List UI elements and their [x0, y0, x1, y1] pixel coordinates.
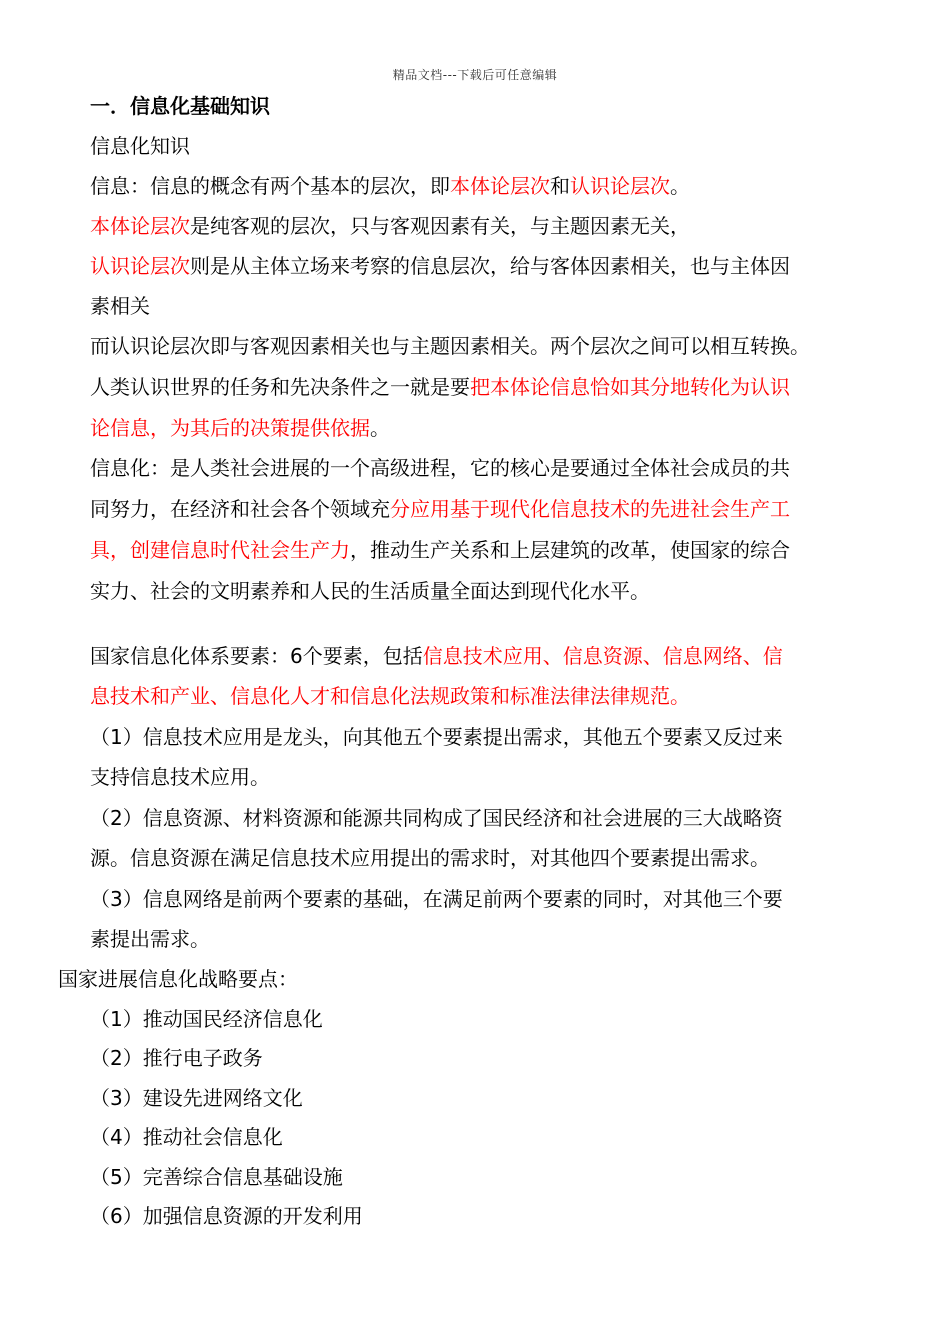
highlight-span: 认识论层次 [570, 174, 670, 198]
highlight-span: 分应用基于现代化信息技术的先进社会生产工 [390, 497, 790, 521]
elements-line-2: 息技术和产业、信息化人才和信息化法规政策和标准法律法律规范。 [90, 684, 690, 708]
strategy-item: （4）推动社会信息化 [90, 1125, 283, 1149]
info-line-1 [90, 173, 690, 199]
info-line-6 [90, 374, 790, 400]
info-line-3 [90, 253, 790, 279]
elements-point-3-line-1: （3）信息网络是前两个要素的基础，在满足前两个要素的同时，对其他三个要 [90, 887, 783, 911]
elements-point-2-line-2: 源。信息资源在满足信息技术应用提出的需求时，对其他四个要素提出需求。 [90, 846, 770, 870]
highlight-span: 信息技术应用、信息资源、信息网络、信 [422, 644, 783, 668]
info-line-4: 素相关 [90, 294, 150, 318]
page-header: 精品文档---下载后可任意编辑 [392, 68, 558, 82]
info-line-2 [90, 213, 690, 239]
text-span: 是纯客观的层次，只与客观因素有关，与主题因素无关， [190, 214, 690, 238]
elements-line-1 [90, 643, 783, 669]
text-span: 则是从主体立场来考察的信息层次，给与客体因素相关，也与主体因 [190, 254, 790, 278]
text-span: 人类认识世界的任务和先决条件之一就是要 [90, 375, 470, 399]
text-span: 和 [550, 174, 570, 198]
text-span: 。 [370, 416, 390, 440]
highlight-span: 论信息，为其后的决策提供依据 [90, 416, 370, 440]
informatization-line-1: 信息化：是人类社会进展的一个高级进程，它的核心是要通过全体社会成员的共 [90, 456, 790, 480]
highlight-span: 具，创建信息时代社会生产力 [90, 538, 350, 562]
highlight-span: 认识论层次 [90, 254, 190, 278]
strategy-item: （6）加强信息资源的开发利用 [90, 1204, 363, 1228]
text-span: 信息：信息的概念有两个基本的层次，即 [90, 174, 450, 198]
text-span: 。 [670, 174, 690, 198]
informatization-line-3 [90, 537, 790, 563]
text-span: 同努力，在经济和社会各个领域充 [90, 497, 390, 521]
strategy-item: （3）建设先进网络文化 [90, 1086, 303, 1110]
informatization-line-2 [90, 496, 790, 522]
info-line-7 [90, 415, 390, 441]
strategy-item: （5）完善综合信息基础设施 [90, 1165, 343, 1189]
elements-point-3-line-2: 素提出需求。 [90, 927, 210, 951]
section-title: 一．信息化基础知识 [90, 94, 270, 118]
strategy-title: 国家进展信息化战略要点： [58, 967, 298, 991]
text-span: 国家信息化体系要素：6个要素，包括 [90, 644, 423, 668]
section-subtitle: 信息化知识 [90, 134, 190, 158]
elements-point-1-line-2: 支持信息技术应用。 [90, 765, 270, 789]
info-line-5: 而认识论层次即与客观因素相关也与主题因素相关。两个层次之间可以相互转换。 [90, 334, 810, 358]
elements-point-1-line-1: （1）信息技术应用是龙头，向其他五个要素提出需求，其他五个要素又反过来 [90, 725, 783, 749]
text-span: ，推动生产关系和上层建筑的改革，使国家的综合 [350, 538, 790, 562]
highlight-span: 本体论层次 [450, 174, 550, 198]
strategy-item: （2）推行电子政务 [90, 1046, 263, 1070]
highlight-span: 本体论层次 [90, 214, 190, 238]
highlight-span: 把本体论信息恰如其分地转化为认识 [470, 375, 790, 399]
elements-point-2-line-1: （2）信息资源、材料资源和能源共同构成了国民经济和社会进展的三大战略资 [90, 806, 783, 830]
informatization-line-4: 实力、社会的文明素养和人民的生活质量全面达到现代化水平。 [90, 579, 650, 603]
strategy-item: （1）推动国民经济信息化 [90, 1007, 323, 1031]
